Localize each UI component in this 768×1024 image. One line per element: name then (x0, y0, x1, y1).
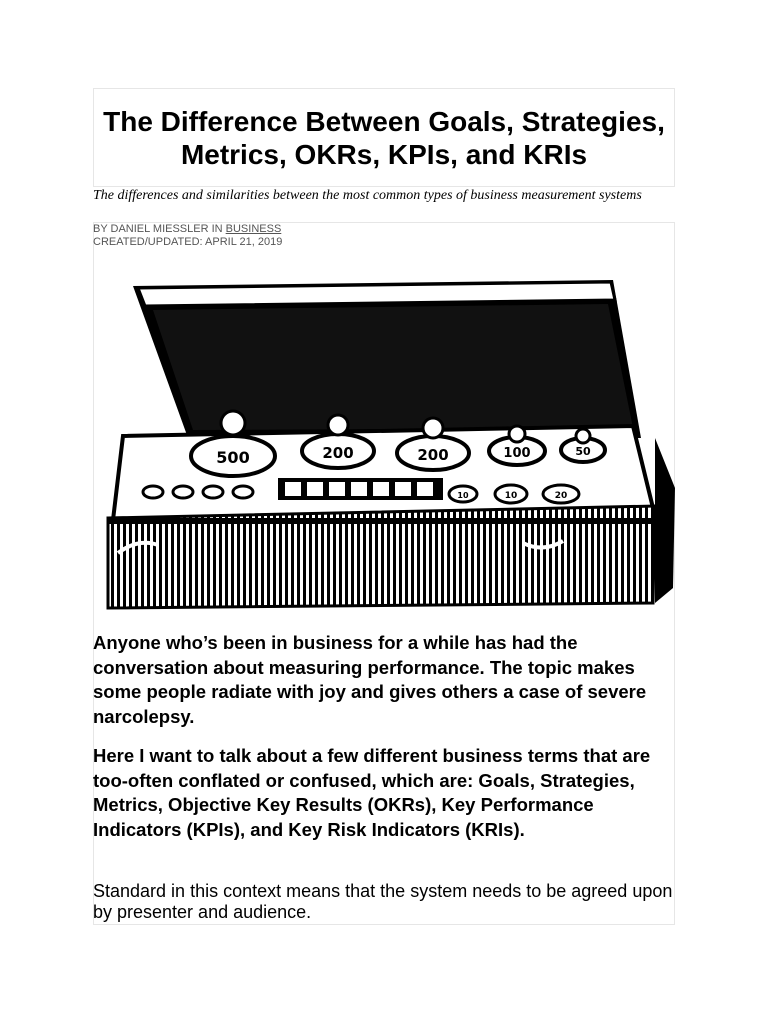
byline-author: BY DANIEL MIESSLER IN (93, 223, 226, 235)
title-box (93, 88, 675, 187)
article-title: The Difference Between Goals, Strategies, Metrics, OKRs, KPIs, and KRIs (103, 105, 665, 170)
weight-label: 200 (417, 446, 449, 464)
category-link[interactable]: BUSINESS (225, 223, 282, 235)
small-weight-label: 20 (554, 491, 568, 501)
box-lid (133, 280, 641, 438)
article-subtitle: The differences and similarities between the most common types of business measurement systems (93, 188, 642, 203)
weight-label: 50 (575, 445, 591, 458)
weights-box-illustration (93, 258, 675, 610)
weight-label: 100 (503, 446, 531, 461)
dateline: CREATED/UPDATED: APRIL 21, 2019 (93, 236, 283, 248)
paragraph-intro: Anyone who’s been in business for a while has had the conversation about measuring performance. The topic makes some people radiate with joy and gives others a case of severe narcolepsy. (93, 632, 647, 727)
weight-label: 200 (322, 444, 354, 462)
paragraph-standard: Standard in this context means that the system needs to be agreed upon by presenter and audience. (93, 881, 673, 922)
small-weight-label: 10 (457, 491, 469, 500)
small-weight-label: 10 (504, 491, 518, 501)
small-weights-tray (278, 478, 443, 500)
small-weights-right (449, 485, 579, 503)
byline (93, 223, 281, 236)
weight-label: 500 (216, 448, 250, 467)
paragraph-terms: Here I want to talk about a few different business terms that are too-often conflated or confused, which are: Goals, Strategies, Metrics, Objective Key Results (OKRs), Key Performance Indicators (KPIs), and Key Risk Indicators (KRIs). (93, 745, 651, 840)
